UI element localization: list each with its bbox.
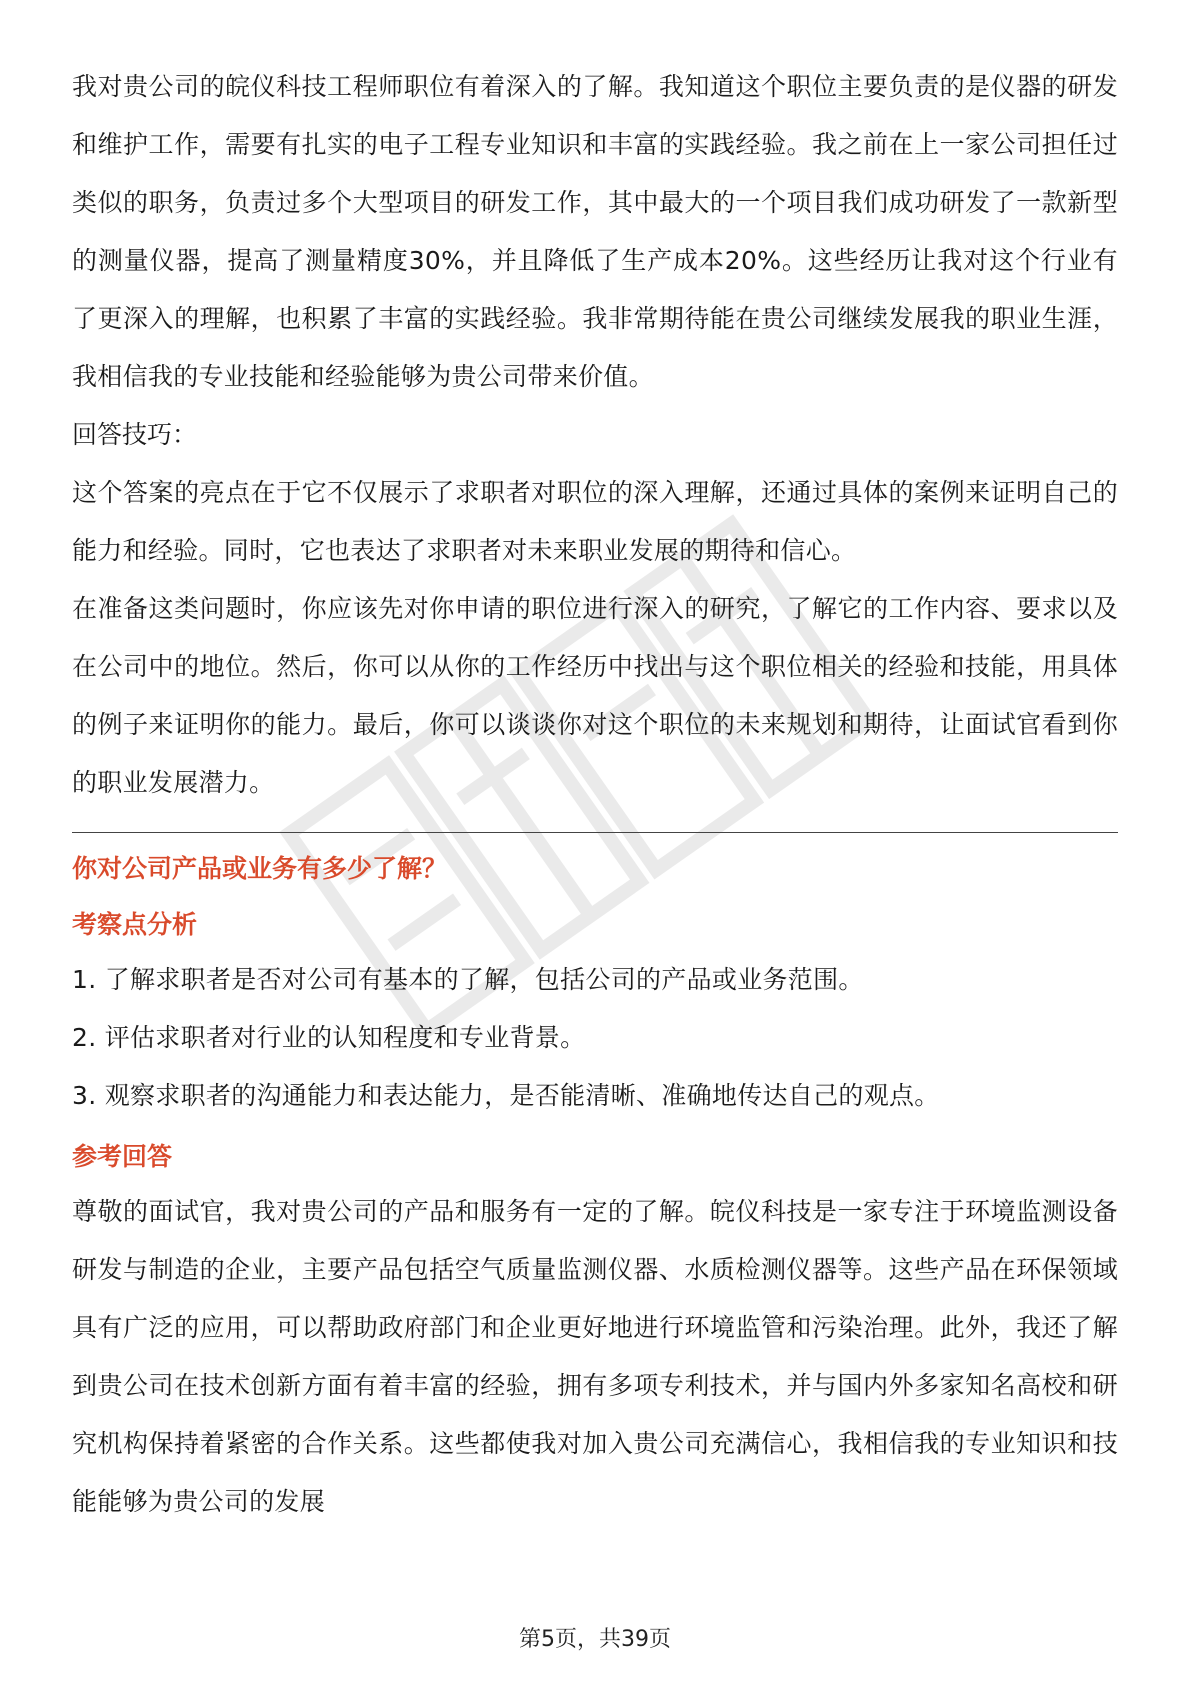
answer-paragraph: 尊敬的面试官，我对贵公司的产品和服务有一定的了解。皖仪科技是一家专注于环境监测设备研发与制造的企业，主要产品包括空气质量监测仪器、水质检测仪器等。这些产品在环保领域具有广泛的应用，可以帮助政府部门和企业更好地进行环境监管和污染治理。此外，我还了解到贵公司在技术创新方面有着丰富的经验，拥有多项专利技术，并与国内外多家知名高校和研究机构保持着紧密的合作关系。这些都使我对加入贵公司充满信心，我相信我的专业知识和技能能够为贵公司的发展 [72, 1197, 1118, 1516]
analysis-item-2: 2. 评估求职者对行业的认知程度和专业背景。 [72, 1023, 586, 1052]
analysis-item-1: 1. 了解求职者是否对公司有基本的了解，包括公司的产品或业务范围。 [72, 965, 864, 994]
answer-title: 参考回答 [72, 1142, 173, 1171]
section-gap [72, 1125, 1118, 1135]
tips-label: 回答技巧： [72, 420, 198, 449]
section-divider [72, 832, 1118, 833]
page-footer: 第5页，共39页 [519, 1627, 671, 1652]
tips-paragraph-1: 这个答案的亮点在于它不仅展示了求职者对职位的深入理解，还通过具体的案例来证明自己的能力和经验。同时，它也表达了求职者对未来职业发展的期待和信心。 [72, 478, 1118, 565]
tips-paragraph-2: 在准备这类问题时，你应该先对你申请的职位进行深入的研究，了解它的工作内容、要求以及在公司中的地位。然后，你可以从你的工作经历中找出与这个职位相关的经验和技能，用具体的例子来证明你的能力。最后，你可以谈谈你对这个职位的未来规划和期待，让面试官看到你的职业发展潜力。 [72, 594, 1118, 797]
question-heading: 你对公司产品或业务有多少了解？ [72, 854, 448, 883]
page-content [72, 58, 1118, 1531]
intro-paragraph: 我对贵公司的皖仪科技工程师职位有着深入的了解。我知道这个职位主要负责的是仪器的研发和维护工作，需要有扎实的电子工程专业知识和丰富的实践经验。我之前在上一家公司担任过类似的职务，负责过多个大型项目的研发工作，其中最大的一个项目我们成功研发了一款新型的测量仪器，提高了测量精度30%，并且降低了生产成本20%。这些经历让我对这个行业有了更深入的理解，也积累了丰富的实践经验。我非常期待能在贵公司继续发展我的职业生涯，我相信我的专业技能和经验能够为贵公司带来价值。 [72, 72, 1118, 391]
analysis-item-3: 3. 观察求职者的沟通能力和表达能力，是否能清晰、准确地传达自己的观点。 [72, 1081, 940, 1110]
analysis-title: 考察点分析 [72, 910, 198, 939]
